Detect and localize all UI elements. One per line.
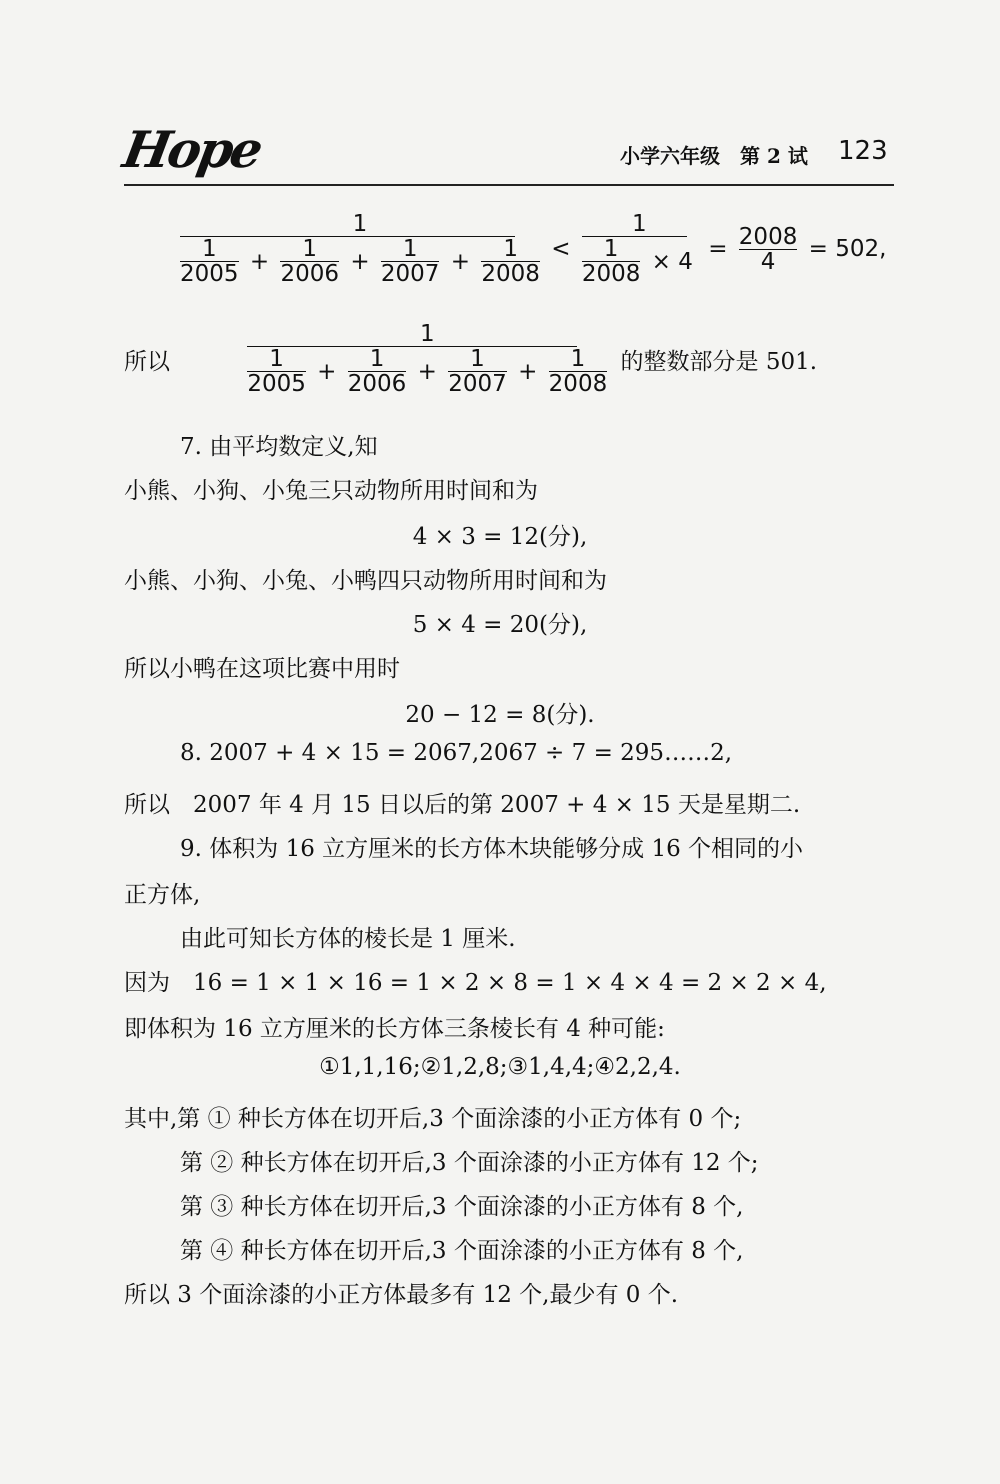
- problem-9-heading: 9. 体积为 16 立方厘米的长方体木块能够分成 16 个相同的小: [180, 836, 804, 862]
- frac-num: 1: [603, 236, 619, 263]
- problem-7-heading: 7. 由平均数定义,知: [180, 434, 378, 460]
- big-fraction: 1 $\frac{1}{2005}$ + $\frac{1}{2006}$ + $\frac{1}{2007}$ + $\frac{1}{2008}$: [247, 321, 608, 398]
- text-line: 所以 2007 年 4 月 15 日以后的第 2007 + 4 × 15 天是星期二.: [124, 792, 801, 818]
- numerator: 1: [632, 211, 647, 237]
- frac-num: 1: [503, 236, 518, 263]
- big-fraction: 1 $\frac{1}{2005}$ + $\frac{1}{2006}$ + $\frac{1}{2007}$ + $\frac{1}{2008}$: [180, 211, 540, 288]
- prefix-text: 所以: [124, 348, 170, 375]
- equation-line: 20 − 12 = 8(分).: [405, 702, 595, 728]
- hope-logo: Hope: [118, 120, 265, 179]
- frac-den: 4: [760, 248, 776, 275]
- numerator: 1: [419, 321, 435, 347]
- header-text: 小学六年级 第 2 试: [620, 144, 808, 168]
- problem-8-heading: 8. 2007 + 4 × 15 = 2067,2067 ÷ 7 = 295……2,: [180, 740, 733, 766]
- text-line: 第 ③ 种长方体在切开后,3 个面涂漆的小正方体有 8 个,: [180, 1194, 744, 1220]
- text-line: 小熊、小狗、小兔、小鸭四只动物所用时间和为: [124, 568, 607, 594]
- text-line: 由此可知长方体的棱长是 1 厘米.: [180, 926, 516, 952]
- equation-line: 5 × 4 = 20(分),: [412, 612, 588, 638]
- frac-num: 1: [269, 346, 284, 373]
- frac-den: 2008: [548, 371, 608, 398]
- page-number: 123: [838, 136, 888, 166]
- suffix-text: 的整数部分是 501.: [620, 348, 818, 375]
- equation-line: 4 × 3 = 12(分),: [412, 524, 588, 550]
- text-line: 所以小鸭在这项比赛中用时: [124, 656, 400, 682]
- text-line: 第 ④ 种长方体在切开后,3 个面涂漆的小正方体有 8 个,: [180, 1238, 744, 1264]
- text-line: 第 ② 种长方体在切开后,3 个面涂漆的小正方体有 12 个;: [180, 1150, 759, 1176]
- frac-den: 2008: [481, 261, 540, 288]
- text-line: 小熊、小狗、小兔三只动物所用时间和为: [124, 478, 538, 504]
- frac-den: 2005: [180, 261, 239, 288]
- equals: =: [708, 236, 728, 263]
- equation-2: [124, 322, 817, 396]
- frac-num: 1: [470, 346, 485, 373]
- text-line: 即体积为 16 立方厘米的长方体三条棱长有 4 种可能:: [124, 1016, 665, 1042]
- frac-num: 1: [201, 236, 217, 263]
- frac-den: 2006: [280, 261, 339, 288]
- frac-den: 2007: [380, 261, 440, 288]
- equation-line: ①1,1,16;②1,2,8;③1,4,4;④2,2,4.: [319, 1054, 681, 1080]
- numerator: 1: [352, 211, 368, 237]
- frac-num: 2008: [738, 223, 798, 250]
- less-than: <: [551, 236, 571, 263]
- fraction-2008-4: [739, 225, 798, 274]
- frac-num: 1: [302, 236, 318, 263]
- frac-num: 1: [369, 346, 385, 373]
- equation-1: [180, 212, 890, 286]
- frac-num: 1: [570, 346, 586, 373]
- right-fraction: [582, 212, 697, 286]
- header-rule: [124, 184, 894, 186]
- frac-den: 2008: [581, 261, 641, 288]
- frac-den: 2006: [347, 371, 407, 398]
- text-line: 正方体,: [124, 882, 201, 908]
- text-line: 因为 16 = 1 × 1 × 16 = 1 × 2 × 8 = 1 × 4 × 4 = 2 × 2 × 4,: [124, 970, 827, 996]
- result-502: = 502,: [808, 236, 887, 263]
- text-line: 所以 3 个面涂漆的小正方体最多有 12 个,最少有 0 个.: [124, 1282, 679, 1308]
- text-line: 其中,第 ① 种长方体在切开后,3 个面涂漆的小正方体有 0 个;: [124, 1106, 742, 1132]
- frac-den: 2007: [448, 371, 507, 398]
- times-four: × 4: [651, 248, 693, 275]
- frac-den: 2005: [247, 371, 306, 398]
- frac-num: 1: [402, 236, 418, 263]
